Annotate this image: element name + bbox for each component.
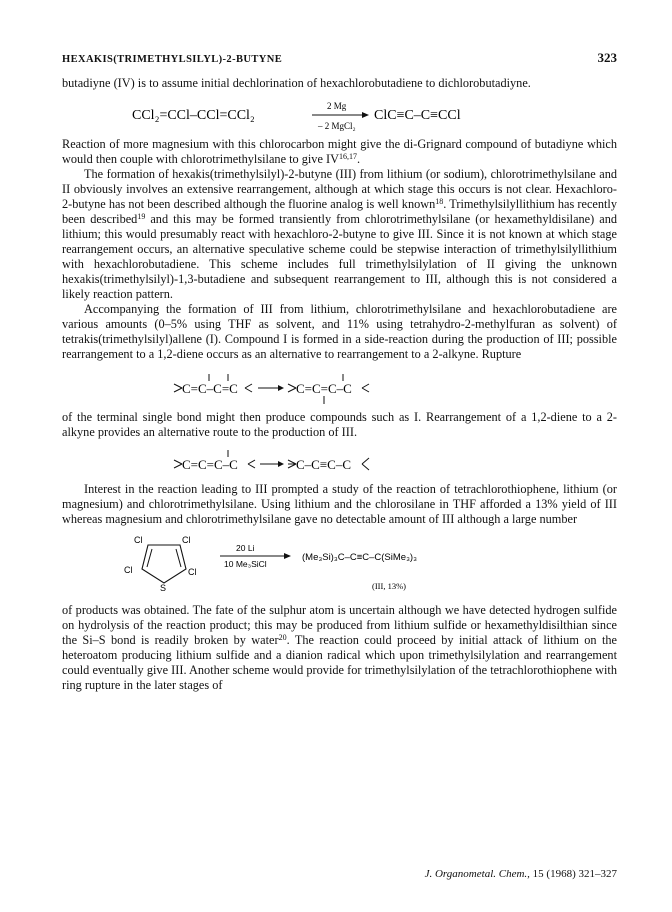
scheme4-product: (Me₃Si)₃C–C≡C–C(SiMe₃)₃ — [302, 552, 417, 563]
structure-1-2-diene — [174, 450, 255, 472]
structure-2-alkyne — [288, 457, 369, 472]
structure-allene-intermediate — [288, 374, 369, 404]
svg-text:C–C≡C–C: C–C≡C–C — [296, 457, 352, 472]
diene-rearrangement-scheme — [62, 366, 617, 406]
paragraph-5: of the terminal single bond might then produce compounds such as I. Rearrangement of a 1,2-diene to a 2-alkyne provides an alternative route to the production of III. — [62, 410, 617, 439]
svg-text:C=C=C–C: C=C=C–C — [296, 381, 352, 396]
page-number: 323 — [597, 50, 617, 65]
paragraph-2-text: Reaction of more magnesium with this chlorocarbon might give the di-Grignard compound of butadiyne which would then couple with chlorotrimethylsilane to give IV — [62, 137, 617, 166]
tetrachlorothiophene-structure — [124, 535, 197, 593]
page — [62, 50, 618, 880]
paragraph-2-end: . — [356, 152, 361, 166]
reference-20: 20 — [278, 633, 287, 642]
chlorine-atom: Cl — [124, 565, 133, 575]
alkyne-arrowhead — [278, 461, 284, 467]
paragraph-7-text-b: . The reaction could proceed by initial attack of lithium on the heteroatom producing lithium sulfide and a dianion radical which upon trimethylsilylation and rearrangement could eventually give III. Another scheme would provide for trimethylsilylation of the tetrachlorothiophene with ring rupture in the later stages of — [62, 633, 617, 692]
alkyne-rearrangement-scheme — [62, 444, 617, 478]
chlorine-atom: Cl — [182, 535, 191, 545]
journal-name: J. Organometal. Chem., — [424, 868, 530, 880]
svg-text:C=C–C=C: C=C–C=C — [182, 381, 238, 396]
paragraph-3 — [62, 167, 617, 302]
paragraph-4: Accompanying the formation of III from lithium, chlorotrimethylsilane and hexachlorobutadiene are various amounts (0–5% using THF as solvent, and 11% using tetrahydro-2-methylfuran as solvent) of tetrakis(trimethylsilyl)allene (I). Compound I is formed in a side-reaction during the production of III; possible rearrangement to a 1,2-diene occurs as an alternative to rearrangement to a 2-alkyne. Rupture — [62, 302, 617, 361]
thiophene-scheme-svg — [62, 531, 617, 599]
scheme-product: ClC≡C–C≡CCl — [374, 108, 461, 123]
thiophene-reaction-scheme — [62, 531, 617, 599]
running-head: HEXAKIS(TRIMETHYLSILYL)-2-BUTYNE — [62, 54, 283, 65]
journal-volume: 15 (1968) 321–327 — [532, 868, 617, 880]
paragraph-7-text-a: of products was obtained. The fate of the sulphur atom is uncertain although we have detected hydrogen sulfide on hydrolysis of the reaction product; this may be produced from lithium sulfide or hexamethyldisilthian since the Si–S bond is readily broken by water — [62, 603, 617, 647]
paragraph-1: butadiyne (IV) is to assume initial dechlorination of hexachlorobutadiene to dichlorobutadiyne. — [62, 76, 531, 90]
scheme4-reagent-silane: 10 Me₃SiCl — [224, 559, 267, 569]
paragraph-3-text-b: . Trimethylsilyllithium has recently been described — [62, 197, 617, 226]
paragraph-3-text-a: The formation of hexakis(trimethylsilyl)-2-butyne (III) from lithium (or sodium), chlorotrimethylsilane and II obviously involves an extensive rearrangement, although at which stage this occurs is not clear. Hexachloro-2-butyne has not been described although the fluorine analog is well known — [62, 167, 617, 211]
scheme4-reagent-li: 20 Li — [236, 543, 255, 553]
scheme-byproduct: – 2 MgCl₂ — [318, 121, 356, 131]
alkyne-rearrangement-svg — [62, 444, 617, 478]
svg-text:C=C=C–C: C=C=C–C — [182, 457, 238, 472]
paragraph-6: Interest in the reaction leading to III prompted a study of the reaction of tetrachlorothiophene, lithium (or magnesium) and chlorotrimethylsilane. Using lithium and the chlorosilane in THF afforded a 13% yield of III whereas magnesium and chlorotrimethylsilane gave no detectable amount of III although a large number — [62, 482, 617, 526]
chlorine-atom: Cl — [188, 567, 197, 577]
journal-footer — [425, 868, 617, 880]
reference-18: 18 — [435, 197, 444, 206]
diene-arrowhead-1 — [278, 385, 284, 391]
scheme4-product-label: (III, 13%) — [372, 581, 406, 591]
reference-16-17: 16,17 — [338, 152, 357, 161]
paragraph-3-text-c: and this may be formed transiently from chlorotrimethylsilane (or hexamethyldisilane) and lithium; this would presumably react with hexachloro-2-butyne to give III. Since it is not known at which stage rearrangement occurs, an alternative speculative scheme could be stepwise interaction of trimethylsilyllithium with hexachlorobutadiene. This scheme includes full trimethylsilylation of II giving the unknown hexakis(trimethylsilyl)-1,3-butadiene and subsequent rearrangement to III, although this is not considered a likely reaction pattern. — [62, 212, 618, 301]
paragraph-2 — [62, 137, 617, 167]
sulfur-atom: S — [160, 583, 167, 593]
reaction-scheme-svg — [62, 95, 617, 133]
thiophene-arrowhead — [284, 553, 291, 559]
reaction-scheme-dechlorination — [62, 95, 617, 133]
scheme-reactant: CCl₂=CCl–CCl=CCl₂ — [132, 108, 255, 123]
structure-1-2-diene-start — [174, 374, 252, 396]
diene-rearrangement-svg — [62, 366, 617, 406]
scheme-reagent: 2 Mg — [327, 101, 347, 111]
paragraph-7 — [62, 603, 617, 693]
page-header — [62, 50, 617, 66]
chlorine-atom: Cl — [134, 535, 143, 545]
reference-19: 19 — [137, 212, 146, 221]
reaction-arrowhead — [362, 112, 369, 118]
